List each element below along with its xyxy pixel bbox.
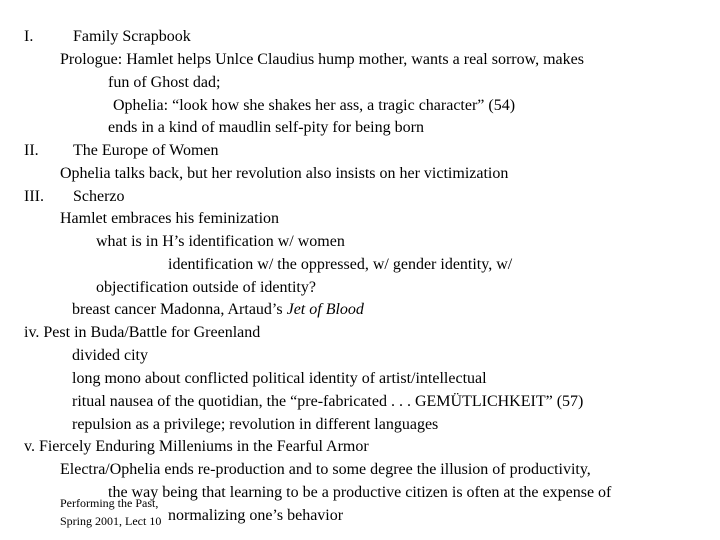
section-1-line-4: ends in a kind of maudlin self-pity for being born <box>108 119 424 136</box>
play-title-jet-of-blood: Jet of Blood <box>286 301 364 318</box>
section-1-line-2: fun of Ghost dad; <box>108 74 221 91</box>
section-3-line-5 <box>72 300 364 320</box>
section-1-title: Family Scrapbook <box>73 28 191 45</box>
section-5-line-3: normalizing one’s behavior <box>168 507 344 524</box>
section-2-number: II. <box>24 142 39 159</box>
footer-term-lecture: Spring 2001, Lect 10 <box>60 514 162 528</box>
section-3-line-1: Hamlet embraces his feminization <box>60 210 280 227</box>
section-2-title: The Europe of Women <box>73 142 219 159</box>
section-5-line-1: Electra/Ophelia ends re-production and to some degree the illusion of productivity, <box>60 461 591 478</box>
section-3-title: Scherzo <box>73 188 125 205</box>
footer-course-title: Performing the Past, <box>60 496 159 510</box>
section-4-line-2: long mono about conflicted political identity of artist/intellectual <box>72 370 487 387</box>
section-4-line-3: ritual nausea of the quotidian, the “pre-fabricated . . . GEMÜTLICHKEIT” (57) <box>72 393 584 410</box>
section-5-title: v. Fiercely Enduring Milleniums in the Fearful Armor <box>24 438 369 455</box>
section-2-line-1: Ophelia talks back, but her revolution also insists on her victimization <box>60 165 509 182</box>
section-1-line-3: Ophelia: “look how she shakes her ass, a tragic character” (54) <box>113 97 516 114</box>
section-1-line-1: Prologue: Hamlet helps Unlce Claudius hump mother, wants a real sorrow, makes <box>60 51 584 68</box>
section-3-line-5-text: breast cancer Madonna, Artaud’s <box>72 301 287 318</box>
section-3-line-2: what is in H’s identification w/ women <box>96 233 345 250</box>
section-3-line-3: identification w/ the oppressed, w/ gender identity, w/ <box>168 256 513 273</box>
section-3-number: III. <box>24 188 44 205</box>
section-5-line-2: the way being that learning to be a productive citizen is often at the expense of <box>108 484 612 501</box>
section-4-line-4: repulsion as a privilege; revolution in different languages <box>72 416 439 433</box>
section-4-line-1: divided city <box>72 347 148 364</box>
section-4-title: iv. Pest in Buda/Battle for Greenland <box>24 324 261 341</box>
section-3-line-4: objectification outside of identity? <box>96 279 316 296</box>
section-1-number: I. <box>24 28 34 45</box>
